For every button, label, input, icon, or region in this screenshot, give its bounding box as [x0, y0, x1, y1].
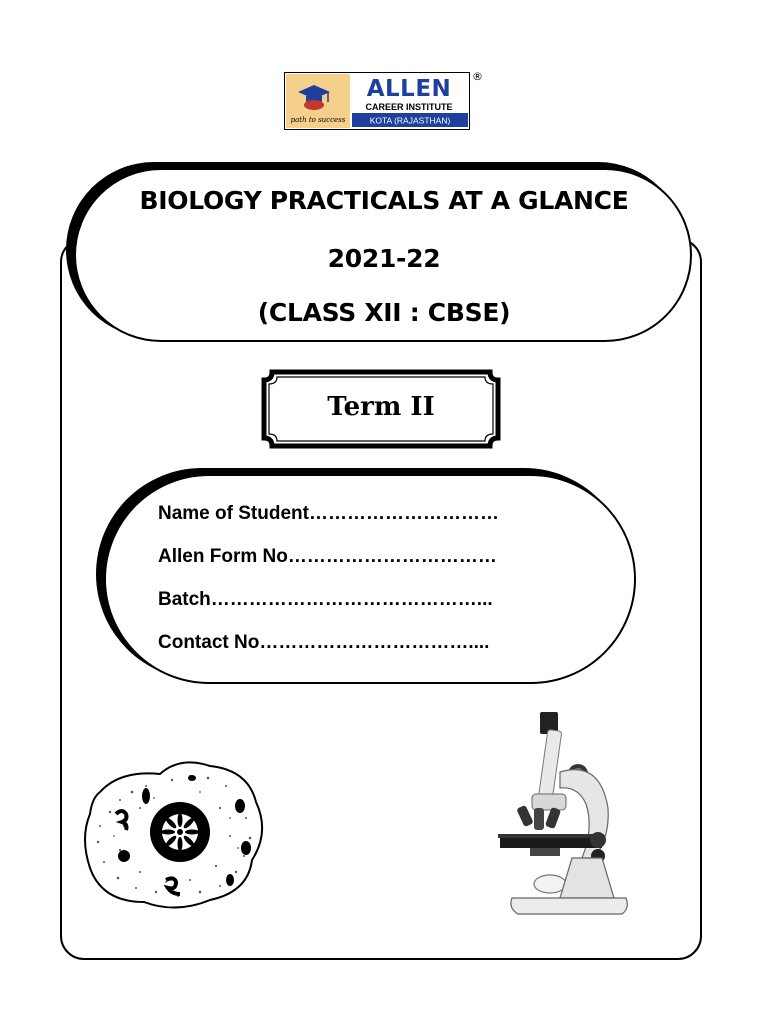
cell-illustration: [80, 752, 270, 914]
logo-location: KOTA (RAJASTHAN): [369, 115, 451, 126]
field-contact-no[interactable]: Contact No……………………………....: [158, 632, 490, 653]
logo-subtitle: CAREER INSTITUTE: [365, 102, 453, 112]
field-batch[interactable]: Batch……………………………………...: [158, 589, 493, 610]
logo-brand: ALLEN: [366, 76, 452, 102]
title-class: (CLASS XII : CBSE): [257, 298, 511, 327]
registered-mark: ®: [472, 70, 483, 83]
title-year: 2021-22: [327, 244, 441, 273]
field-name-of-student[interactable]: Name of Student…………………………: [158, 503, 499, 524]
field-allen-form-no[interactable]: Allen Form No……………………………: [158, 546, 497, 567]
nucleus: [150, 802, 210, 862]
allen-logo: [284, 72, 470, 130]
title-line-1: BIOLOGY PRACTICALS AT A GLANCE: [139, 186, 629, 215]
term-label: Term II: [327, 392, 435, 422]
microscope-illustration: [490, 708, 636, 920]
logo-tagline: path to success: [290, 116, 346, 124]
